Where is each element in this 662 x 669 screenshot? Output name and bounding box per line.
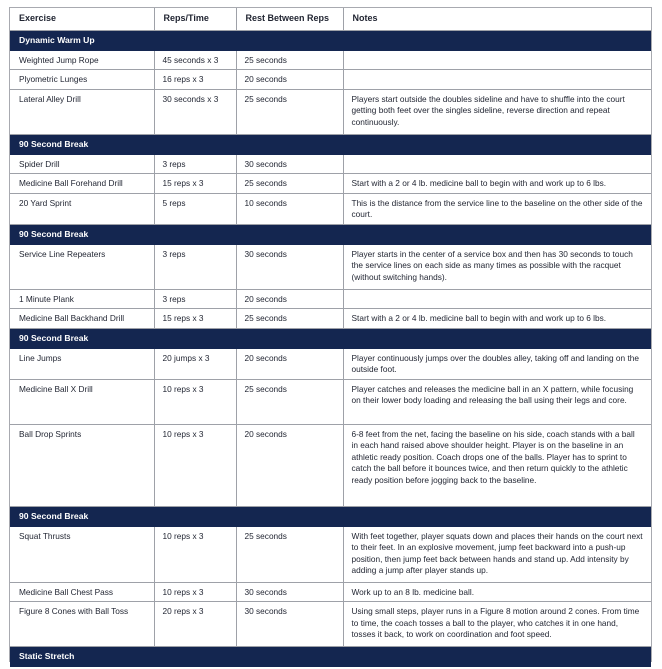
exercise-cell: Lateral Alley Drill (10, 89, 154, 134)
table-row (10, 244, 651, 289)
reps-cell: 10 reps x 3 (154, 379, 236, 424)
header-row (10, 8, 651, 30)
rest-cell: 30 seconds (236, 582, 343, 602)
notes-cell: Player continuously jumps over the doubles alley, taking off and landing on the outside foot. (343, 348, 651, 379)
exercise-cell: Weighted Jump Rope (10, 50, 154, 70)
exercise-cell: Medicine Ball Chest Pass (10, 582, 154, 602)
section-title: 90 Second Break (10, 224, 651, 244)
workout-table-frame (9, 7, 652, 662)
table-row (10, 154, 651, 174)
notes-cell: Work up to an 8 lb. medicine ball. (343, 582, 651, 602)
notes-cell: This is the distance from the service line to the baseline on the other side of the court. (343, 193, 651, 224)
section-header-row (10, 30, 651, 50)
notes-cell (343, 289, 651, 309)
table-row (10, 70, 651, 90)
table-body (10, 30, 651, 667)
exercise-cell: 20 Yard Sprint (10, 193, 154, 224)
notes-cell (343, 154, 651, 174)
section-header-row (10, 224, 651, 244)
exercise-cell: Squat Thrusts (10, 526, 154, 582)
rest-cell: 20 seconds (236, 424, 343, 506)
rest-cell: 25 seconds (236, 526, 343, 582)
notes-cell: 6-8 feet from the net, facing the baseline on his side, coach stands with a ball in each hand raised above shoulder height. Player is on the baseline in an athletic ready position. Coach drops one of the balls. Player has to sprint to catch the ball before it bounces twice, and then return quickly to the athletic ready position before jogging back to the baseline. (343, 424, 651, 506)
notes-cell: Player starts in the center of a service box and then has 30 seconds to touch the service lines on each side as many times as possible with the racquet (without switching hands). (343, 244, 651, 289)
reps-cell: 15 reps x 3 (154, 174, 236, 194)
notes-cell: Using small steps, player runs in a Figure 8 motion around 2 cones. From time to time, the coach tosses a ball to the player, who catches it in one hand, tosses it back, to work on coordination and foot speed. (343, 602, 651, 647)
rest-cell: 20 seconds (236, 289, 343, 309)
rest-cell: 25 seconds (236, 174, 343, 194)
reps-cell: 5 reps (154, 193, 236, 224)
exercise-cell: Medicine Ball X Drill (10, 379, 154, 424)
table-row (10, 526, 651, 582)
rest-cell: 25 seconds (236, 50, 343, 70)
reps-cell: 3 reps (154, 244, 236, 289)
table-row (10, 174, 651, 194)
header-rest: Rest Between Reps (236, 8, 343, 30)
exercise-cell: Line Jumps (10, 348, 154, 379)
table-row (10, 289, 651, 309)
rest-cell: 10 seconds (236, 193, 343, 224)
exercise-cell: Medicine Ball Forehand Drill (10, 174, 154, 194)
exercise-cell: Medicine Ball Backhand Drill (10, 309, 154, 329)
exercise-cell: Plyometric Lunges (10, 70, 154, 90)
section-title: 90 Second Break (10, 506, 651, 526)
rest-cell: 25 seconds (236, 309, 343, 329)
section-title: 90 Second Break (10, 134, 651, 154)
notes-cell: Start with a 2 or 4 lb. medicine ball to begin with and work up to 6 lbs. (343, 309, 651, 329)
notes-cell (343, 50, 651, 70)
header-notes: Notes (343, 8, 651, 30)
section-header-row (10, 647, 651, 667)
reps-cell: 3 reps (154, 289, 236, 309)
reps-cell: 16 reps x 3 (154, 70, 236, 90)
exercise-cell: Service Line Repeaters (10, 244, 154, 289)
section-header-row (10, 506, 651, 526)
exercise-cell: 1 Minute Plank (10, 289, 154, 309)
notes-cell: With feet together, player squats down and places their hands on the court next to their feet. In an explosive movement, jump feet backward into a push-up position, then jump feet back between hands and stand up. Add intensity by adding a jump after player stands up. (343, 526, 651, 582)
section-title: 90 Second Break (10, 328, 651, 348)
reps-cell: 15 reps x 3 (154, 309, 236, 329)
exercise-cell: Figure 8 Cones with Ball Toss (10, 602, 154, 647)
reps-cell: 10 reps x 3 (154, 424, 236, 506)
section-header-row (10, 134, 651, 154)
rest-cell: 25 seconds (236, 379, 343, 424)
table-row (10, 348, 651, 379)
table-row (10, 424, 651, 506)
reps-cell: 20 reps x 3 (154, 602, 236, 647)
section-header-row (10, 328, 651, 348)
table-row (10, 50, 651, 70)
header-reps-time: Reps/Time (154, 8, 236, 30)
notes-cell (343, 70, 651, 90)
reps-cell: 20 jumps x 3 (154, 348, 236, 379)
workout-table (10, 8, 651, 667)
section-title: Static Stretch (10, 647, 651, 667)
section-title: Dynamic Warm Up (10, 30, 651, 50)
table-row (10, 89, 651, 134)
rest-cell: 20 seconds (236, 348, 343, 379)
rest-cell: 30 seconds (236, 602, 343, 647)
table-row (10, 602, 651, 647)
notes-cell: Players start outside the doubles sideline and have to shuffle into the court getting both feet over the singles sideline, reverse direction and repeat continuously. (343, 89, 651, 134)
reps-cell: 45 seconds x 3 (154, 50, 236, 70)
table-row (10, 193, 651, 224)
reps-cell: 10 reps x 3 (154, 582, 236, 602)
reps-cell: 3 reps (154, 154, 236, 174)
reps-cell: 10 reps x 3 (154, 526, 236, 582)
rest-cell: 30 seconds (236, 244, 343, 289)
reps-cell: 30 seconds x 3 (154, 89, 236, 134)
exercise-cell: Ball Drop Sprints (10, 424, 154, 506)
rest-cell: 20 seconds (236, 70, 343, 90)
table-row (10, 379, 651, 424)
table-row (10, 582, 651, 602)
rest-cell: 25 seconds (236, 89, 343, 134)
notes-cell: Player catches and releases the medicine ball in an X pattern, while focusing on their lower body loading and releasing the ball using their legs and core. (343, 379, 651, 424)
table-row (10, 309, 651, 329)
exercise-cell: Spider Drill (10, 154, 154, 174)
rest-cell: 30 seconds (236, 154, 343, 174)
notes-cell: Start with a 2 or 4 lb. medicine ball to begin with and work up to 6 lbs. (343, 174, 651, 194)
header-exercise: Exercise (10, 8, 154, 30)
